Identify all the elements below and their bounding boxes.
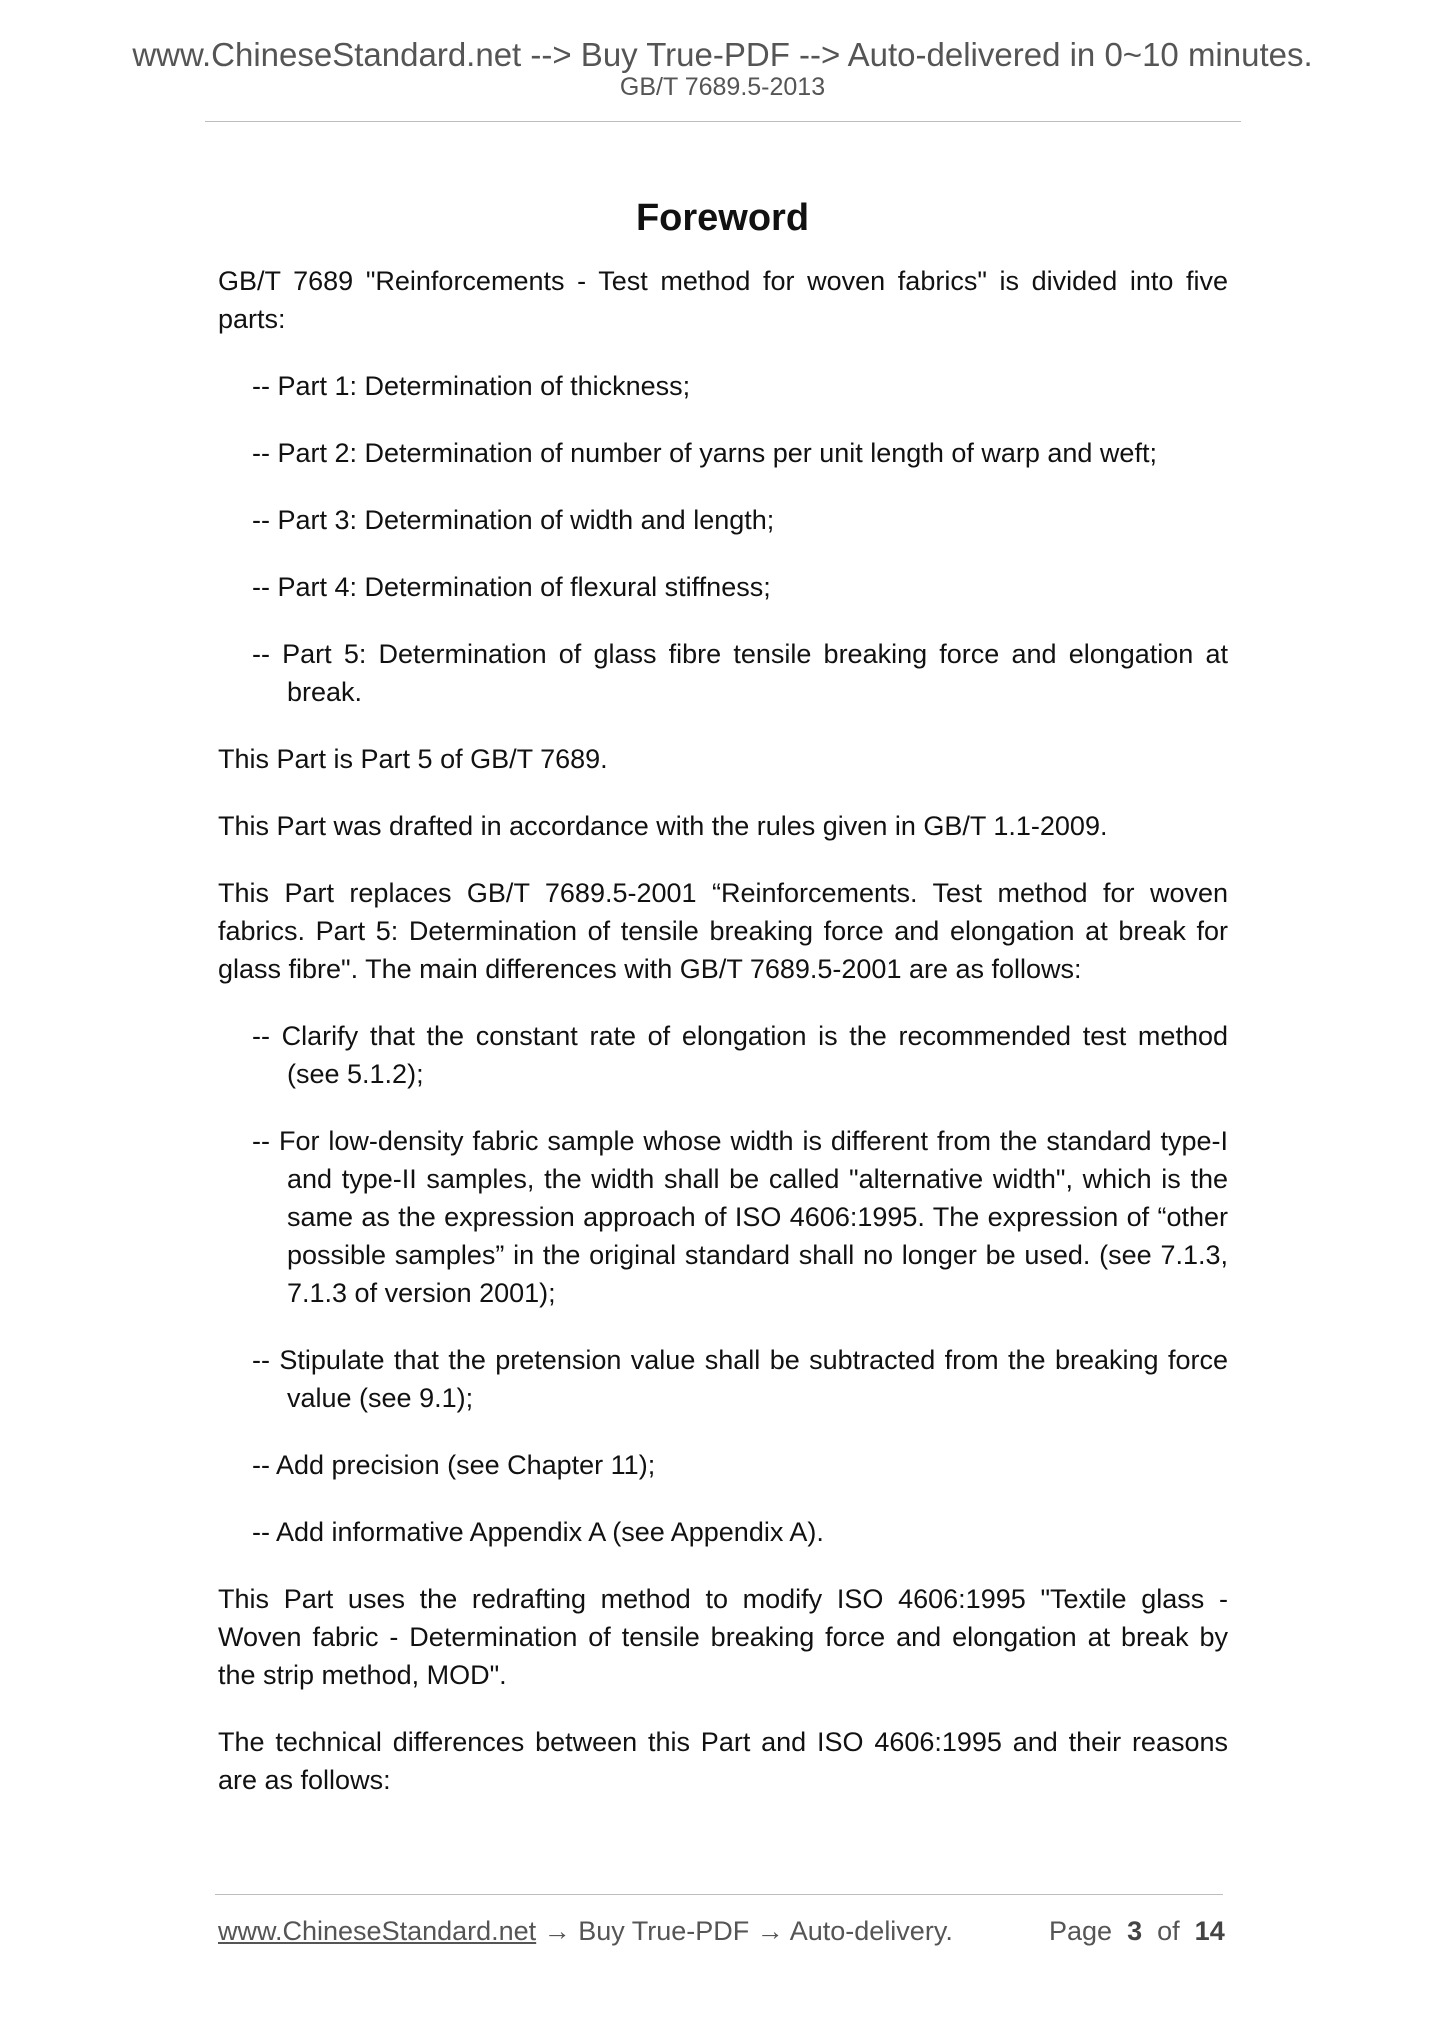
foreword-body <box>218 262 1228 1828</box>
part-number-paragraph: This Part is Part 5 of GB/T 7689. <box>218 744 608 774</box>
list-item: -- For low-density fabric sample whose width is different from the standard type-I and type-II samples, the width shall be called "alternative width", which is the same as the expression approach of ISO 4606:1995. The expression of “other possible samples” in the original standard shall no longer be used. (see 7.1.3, 7.1.3 of version 2001); <box>252 1126 1228 1308</box>
footer-promo-text: → Buy True-PDF → Auto-delivery. <box>536 1916 953 1946</box>
drafting-paragraph: This Part was drafted in accordance with the rules given in GB/T 1.1-2009. <box>218 811 1108 841</box>
document-code: GB/T 7689.5-2013 <box>619 73 826 101</box>
footer-divider <box>215 1894 1223 1895</box>
redrafting-paragraph: This Part uses the redrafting method to modify ISO 4606:1995 "Textile glass - Woven fabric - Determination of tensile breaking force and elongation at break by the strip method, MOD". <box>218 1584 1228 1690</box>
list-item: -- Clarify that the constant rate of elongation is the recommended test method (see 5.1.2); <box>252 1021 1228 1089</box>
page-indicator <box>1049 1918 1225 1945</box>
header-divider <box>205 121 1241 122</box>
page-label: Page <box>1049 1916 1113 1946</box>
technical-differences-paragraph: The technical differences between this Part and ISO 4606:1995 and their reasons are as follows: <box>218 1727 1228 1795</box>
replacement-paragraph: This Part replaces GB/T 7689.5-2001 “Reinforcements. Test method for woven fabrics. Part 5: Determination of tensile breaking force and elongation at break for glass fibre". The main differences with GB/T 7689.5-2001 are as follows: <box>218 878 1228 984</box>
page-title: Foreword <box>635 197 810 240</box>
intro-paragraph: GB/T 7689 "Reinforcements - Test method for woven fabrics" is divided into five parts: <box>218 266 1228 334</box>
list-item: -- Part 4: Determination of flexural stiffness; <box>252 572 771 602</box>
list-item: -- Part 3: Determination of width and length; <box>252 505 775 535</box>
footer-site-link[interactable]: www.ChineseStandard.net <box>218 1916 537 1946</box>
page-of-label: of <box>1157 1916 1180 1946</box>
list-item: -- Part 2: Determination of number of yarns per unit length of warp and weft; <box>252 438 1157 468</box>
list-item: -- Stipulate that the pretension value shall be subtracted from the breaking force value (see 9.1); <box>252 1345 1228 1413</box>
footer-promo <box>218 1918 953 1945</box>
list-item: -- Add informative Appendix A (see Appendix A). <box>252 1517 824 1547</box>
list-item: -- Add precision (see Chapter 11); <box>252 1450 656 1480</box>
list-item: -- Part 5: Determination of glass fibre tensile breaking force and elongation at break. <box>252 639 1228 707</box>
current-page-number: 3 <box>1127 1916 1143 1946</box>
total-pages-number: 14 <box>1194 1916 1225 1946</box>
top-banner: www.ChineseStandard.net --> Buy True-PDF --> Auto-delivered in 0~10 minutes. <box>132 36 1313 73</box>
list-item: -- Part 1: Determination of thickness; <box>252 371 691 401</box>
